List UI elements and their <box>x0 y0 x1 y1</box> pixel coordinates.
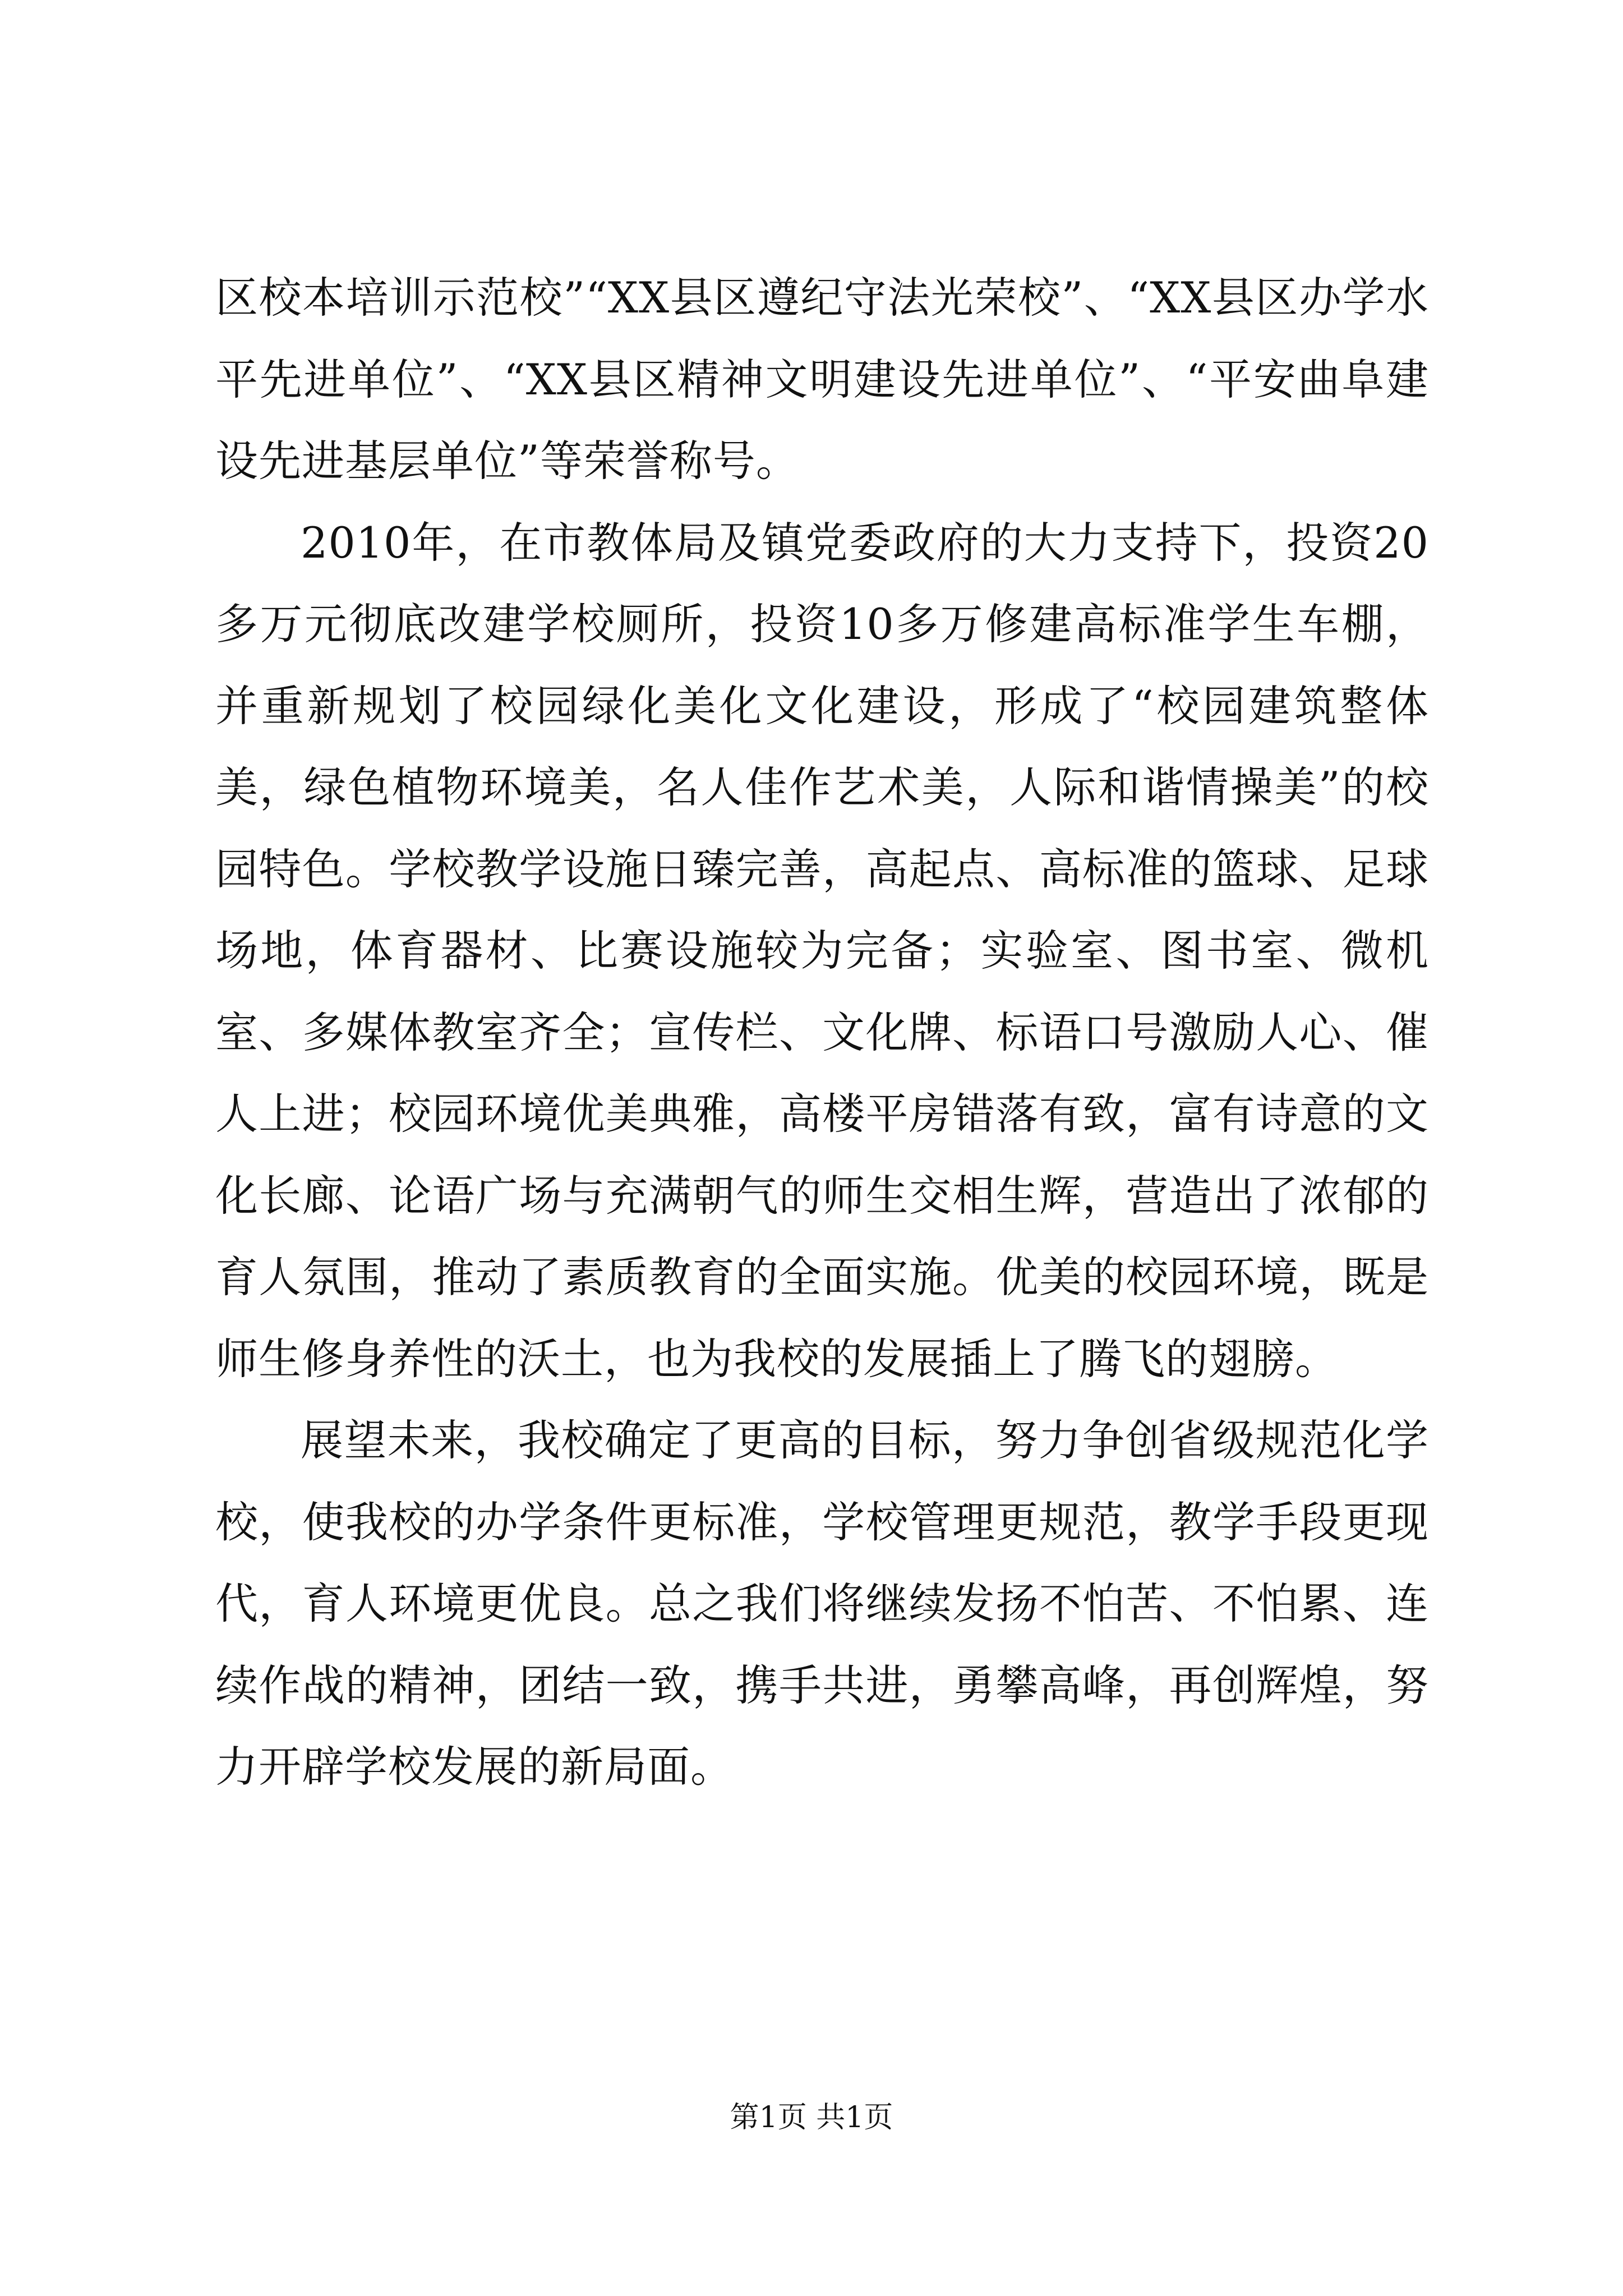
page-footer <box>0 2095 1623 2140</box>
document-body <box>215 257 1429 1808</box>
paragraph-honors: 区校本培训示范校”“XX县区遵纪守法光荣校”、“XX县区办学水平先进单位”、“XX县区精神文明建设先进单位”、“平安曲阜建设先进基层单位”等荣誉称号。 <box>215 273 1429 486</box>
page-number-indicator: 第1页 共1页 <box>730 2101 893 2134</box>
paragraph-campus-construction: 2010年，在市教体局及镇党委政府的大力支持下，投资20多万元彻底改建学校厕所，投资10多万修建高标准学生车棚，并重新规划了校园绿化美化文化建设，形成了“校园建筑整体美，绿色植物环境美，名人佳作艺术美，人际和谐情操美”的校园特色。学校教学设施日臻完善，高起点、高标准的篮球、足球场地，体育器材、比赛设施较为完备；实验室、图书室、微机室、多媒体教室齐全；宣传栏、文化牌、标语口号激励人心、催人上进；校园环境优美典雅，高楼平房错落有致，富有诗意的文化长廊、论语广场与充满朝气的师生交相生辉，营造出了浓郁的育人氛围，推动了素质教育的全面实施。优美的校园环境，既是师生修身养性的沃土，也为我校的发展插上了腾飞的翅膀。 <box>215 517 1429 1384</box>
paragraph-future-outlook: 展望未来，我校确定了更高的目标，努力争创省级规范化学校，使我校的办学条件更标准，学校管理更规范，教学手段更现代，育人环境更优良。总之我们将继续发扬不怕苦、不怕累、连续作战的精神，团结一致，携手共进，勇攀高峰，再创辉煌，努力开辟学校发展的新局面。 <box>215 1415 1429 1792</box>
